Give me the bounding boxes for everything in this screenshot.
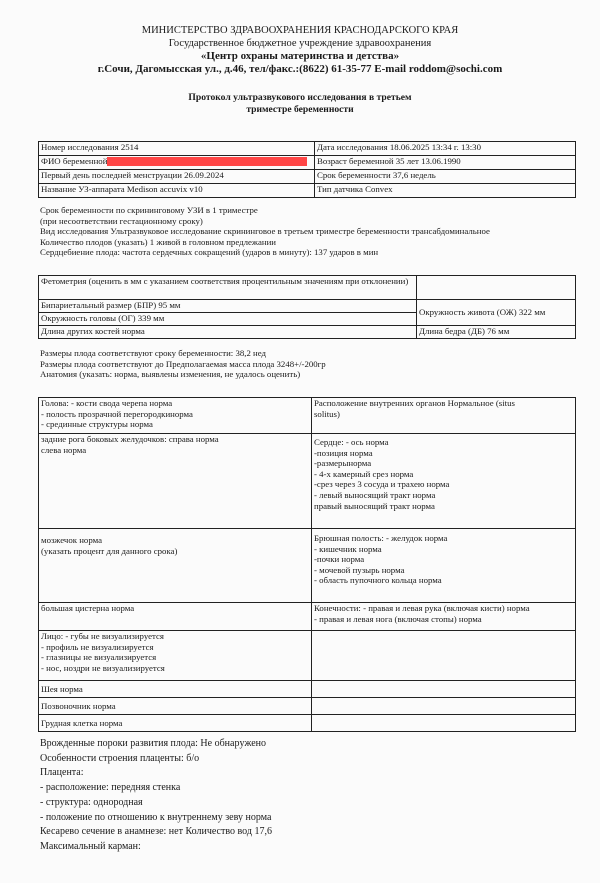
arms: Конечности: - правая и левая рука (включая кисти) норма (314, 603, 530, 613)
umbilical-region: - область пупочного кольца норма (314, 575, 442, 586)
device-name: Название УЗ-аппарата Medison accuvix v10 (39, 184, 315, 198)
placenta-heading: Плацента: (40, 767, 84, 779)
patient-info-table (38, 141, 576, 198)
bpd-value: Бипариетальный размер (БПР) 95 мм (39, 300, 417, 313)
cerebellum-findings (39, 529, 312, 603)
exam-details (40, 205, 490, 258)
fetometry-table (38, 275, 576, 339)
head-circumference: Окружность головы (ОГ) 339 мм (39, 313, 417, 326)
patient-age: Возраст беременной 35 лет 13.06.1990 (315, 156, 576, 170)
heart-findings (312, 434, 576, 529)
chest: Грудная клетка норма (39, 715, 312, 732)
gestational-age: Срок беременности 37,6 недель (315, 170, 576, 184)
septum-pellucidum: - полость прозрачной перегородкинорма (41, 408, 193, 419)
patient-name (39, 156, 315, 170)
femur-length: Длина бедра (ДБ) 76 мм (417, 326, 576, 339)
left-outflow-tract: - левый выносящий тракт норма (314, 489, 436, 500)
placenta-features: Особенности строения плаценты: б/о (40, 752, 200, 764)
ventricles-left: слева норма (41, 444, 87, 455)
first-trimester-term: Срок беременности по скрининговому УЗИ в 1 триместре (40, 205, 258, 215)
conclusion-block (40, 737, 272, 855)
fetus-count: Количество плодов (указать) 1 живой в головном предлежании (40, 236, 276, 247)
organ-position-line-2: solitus) (314, 408, 340, 419)
cerebellum-note: (указать процент для данного срока) (41, 545, 178, 556)
head-findings (39, 398, 312, 434)
term-note: (при несоответствии гестационному сроку) (40, 215, 203, 226)
abdominal-circumference: Окружность живота (ОЖ) 322 мм (417, 300, 576, 326)
skull-bones: Голова: - кости свода черепа норма (41, 398, 173, 408)
anatomy-table (38, 397, 576, 732)
face-findings (39, 631, 312, 681)
fetometry-summary (40, 348, 326, 380)
placenta-structure: - структура: однородная (40, 796, 143, 808)
letterhead (0, 24, 600, 76)
heart-size: -размерынорма (314, 458, 372, 469)
cisterna-magna: большая цистерна норма (39, 603, 312, 631)
placenta-position: - положение по отношению к внутреннему зеву норма (40, 811, 272, 823)
ministry-name: МИНИСТЕРСТВО ЗДРАВООХРАНЕНИЯ КРАСНОДАРСКОГО КРАЯ (141, 25, 459, 36)
heart-axis: Сердце: - ось норма (314, 437, 389, 447)
long-bones: Длина других костей норма (39, 326, 417, 339)
organ-position-line-1: Расположение внутренних органов Нормальное (situs (314, 398, 515, 408)
max-pocket: Максимальный карман: (40, 840, 141, 852)
title-line-1: Протокол ультразвукового исследования в третьем (188, 92, 412, 103)
cesarean-and-fluid: Кесарево сечение в анамнезе: нет Количество вод 17,6 (40, 826, 272, 838)
fetal-heart-rate: Сердцебиение плода: частота сердечных сокращений (ударов в минуту): 137 ударов в мин (40, 247, 379, 258)
ventricles-right: задние рога боковых желудочков: справа норма (41, 434, 219, 444)
stomach: Брюшная полость: - желудок норма (314, 533, 448, 543)
ventricles-findings (39, 434, 312, 529)
exam-type: Вид исследования Ультразвуковое исследование скрининговое в третьем триместре беременности трансабдоминальное (40, 226, 490, 237)
profile: - профиль не визуализируется (41, 641, 154, 652)
organ-position (312, 398, 576, 434)
estimated-weight: Размеры плода соответствуют до Предполагаемая масса плода 3248+/-200гр (40, 358, 326, 369)
lips: Лицо: - губы не визуализируется (41, 631, 164, 641)
protocol-title (150, 92, 450, 116)
anatomy-note: Анатомия (указать: норма, выявлены изменения, не удалось оценить) (40, 369, 301, 380)
midline-structures: - срединные структуры норма (41, 419, 153, 430)
patient-name-label: ФИО беременной (41, 156, 108, 166)
institution-name: Государственное бюджетное учреждение здравоохранения (168, 38, 432, 49)
placenta-location: - расположение: передняя стенка (40, 782, 181, 794)
exam-date: Дата исследования 18.06.2025 13:34 г. 13:30 (315, 142, 576, 156)
nose: - нос, ноздри не визуализируется (41, 662, 165, 673)
congenital-defects: Врожденные пороки развития плода: Не обнарyжено (40, 738, 267, 749)
spine: Позвоночник норма (39, 698, 312, 715)
size-matches-term: Размеры плода соответствуют сроку беременности: 38,2 нед (40, 348, 267, 358)
title-line-2: триместре беременности (246, 104, 354, 115)
abdomen-findings (312, 529, 576, 603)
four-chamber-view: - 4-х камерный срез норма (314, 468, 414, 479)
intestine: - кишечник норма (314, 543, 382, 554)
three-vessel-view: -срез через 3 сосуда и трахею норма (314, 479, 450, 490)
exam-number: Номер исследования 2514 (39, 142, 315, 156)
legs: - правая и левая нога (включая стопы) норма (314, 613, 482, 624)
bladder: - мочевой пузырь норма (314, 564, 405, 575)
probe-type: Тип датчика Convex (315, 184, 576, 198)
redacted-name (107, 157, 307, 166)
heart-position: -позиция норма (314, 447, 373, 458)
address-line: г.Сочи, Дагомысская ул., д.46, тел/факс.:(8622) 61-35-77 E-mail roddom@sochi.com (97, 63, 503, 75)
fetometry-header: Фетометрия (оценить в мм с указанием соответствия процентильным значениям при отклонении) (39, 276, 417, 300)
center-name: «Центр охраны материнства и детства» (200, 50, 400, 62)
neck: Шея норма (39, 681, 312, 698)
last-menstruation: Первый день последней менструации 26.09.2024 (39, 170, 315, 184)
kidneys: -почки норма (314, 554, 365, 565)
orbits: - глазницы не визуализируется (41, 652, 157, 663)
right-outflow-tract: правый выносящий тракт норма (314, 500, 435, 511)
cerebellum-status: мозжечок норма (41, 535, 103, 545)
limbs-findings (312, 603, 576, 631)
